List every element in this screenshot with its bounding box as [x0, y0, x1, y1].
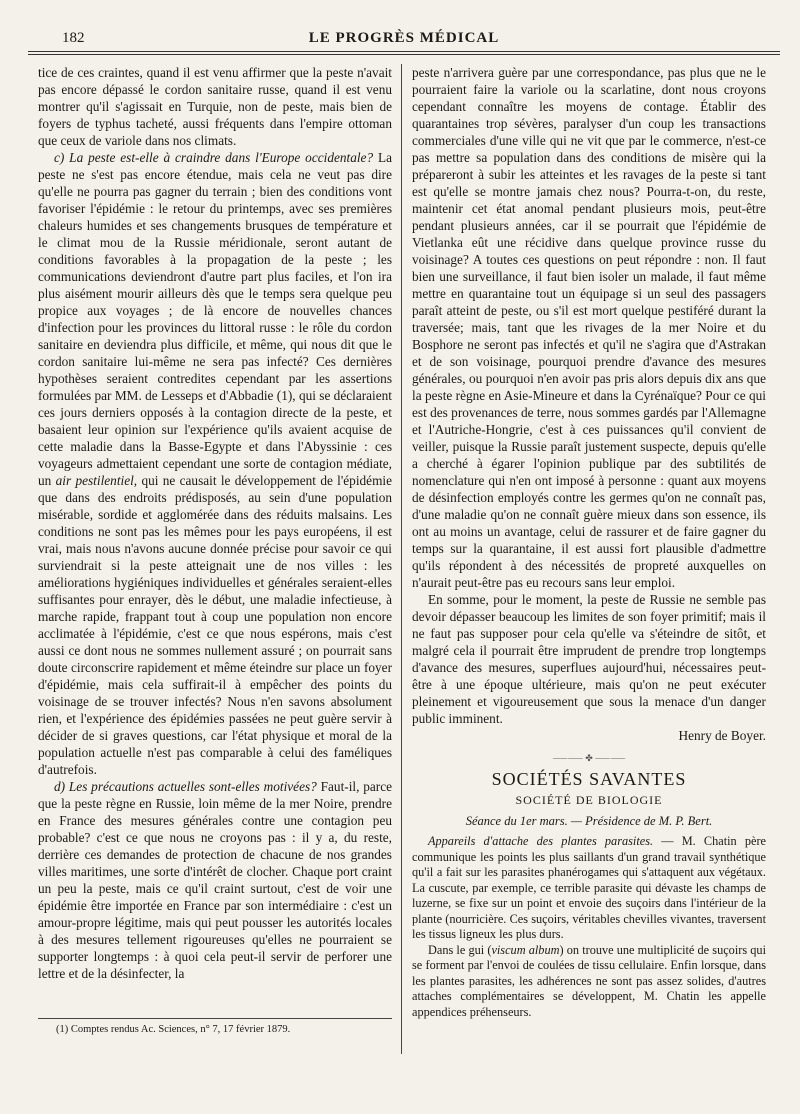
page-number: 182: [62, 30, 85, 46]
paragraph: [38, 149, 392, 778]
footnote-rule: [38, 1018, 392, 1019]
paragraph-text: qui ne causait le développement de l'épidémie que dans des endroits prédisposés, au sein d'une population misérable, sordide et agglomérée dans des réduits malsains. Les conditions ne sont pas les mêmes pour les pays européens, il est vrai, mais nous n'avons aucune donnée précise pour savoir ce qui surviendrait si la peste atteignait une de nos villes : les améliorations hygiéniques individuelles et générales seraient-elles suffisantes pour enrayer, dès le début, une maladie infectieuse, à marche rapide, frappant tout à coup une population non encore acclimatée à l'épidémie, c'est ce que nous espérons, mais c'est aussi ce dont nous ne sommes nullement assuré ; on pourrait sans doute circonscrire rapidement et même éteindre sur place un foyer d'épidémie, mais cela suffirait-il à empêcher des points du voisinage de se trouver infectés? Nous n'en savons absolument rien, et l'expérience des épidémies passées ne peut guère servir à décider de si graves questions, car l'état physique et moral de la population actuelle n'est pas comparable à celui des faméliques d'autrefois.: [38, 473, 393, 777]
header-rule-double: [28, 54, 780, 55]
running-title: LE PROGRÈS MÉDICAL: [308, 30, 500, 46]
italic-phrase: air pestilentiel,: [55, 473, 138, 488]
paragraph: tice de ces craintes, quand il est venu affirmer que la peste n'avait pas encore dépassé le cordon sanitaire russe, quand il est venu montrer qu'il s'agissait en Turquie, non de peste, mais bien de foyers de typhus tacheté, aussi fréquents dans l'empire ottoman que ceux de variole dans nos climats.: [38, 65, 392, 148]
paragraph: En somme, pour le moment, la peste de Russie ne semble pas devoir dépasser beaucoup les limites de son foyer primitif; mais il ne faut pas supposer pour cela qu'elle va s'éteindre de sitôt, et malgré cela il pourrait être imprudent de prendre trop longtemps d'avance des mesures, superflues aujourd'hui, nécessaires peut-être à une époque ultérieure, mais qu'on ne peut exécuter pleinement et vigoureusement que sous la menace d'un danger public imminent.: [412, 592, 766, 726]
subsection-heading: Appareils d'attache des plantes parasites.: [428, 834, 654, 848]
author-signature: Henry de Boyer.: [678, 728, 766, 743]
session-text: Séance du 1er mars. — Présidence de M. P. Bert.: [465, 814, 713, 828]
paragraph: [38, 778, 392, 982]
paragraph-text: La peste ne s'est pas encore étendue, mais cela ne veut pas dire qu'elle ne pourra pas gagner du terrain ; bien des conditions vont favoriser l'épidémie : le retour du printemps, avec ses premières chaleurs humides et ses changements brusques de température et le climat mou de la Russie méridionale, seront autant de conditions favorables à la propagation de la peste ; les communications deviendront d'autre part plus faciles, et l'on ira plus aisément mourir ailleurs dès que le temps sera quelque peu propice aux voyages ; de là encore de nouvelles chances d'infection pour les provinces du littoral russe : le rôle du cordon sanitaire en deviendra plus difficile, et même, qui nous dit que le cordon sanitaire lui-même ne sera pas infecté? Ces dernières hypothèses seraient contredites cependant par les assertions formulées par MM. de Lesseps et d'Abbadie (1), qui se déclaraient ces jours derniers opposés à la contagion directe de la peste, et basaient leur opinion sur l'expérience qu'ils avaient acquise de cette maladie dans la Basse-Egypte et dans l'Abyssinie : ces voyageurs admettaient cependant une sorte de contagion médiate, un: [38, 150, 392, 488]
column-divider: [401, 64, 402, 1054]
ornamental-rule: ⸺⸺ ✤ ⸺⸺: [552, 753, 626, 763]
italic-phrase: viscum album: [491, 942, 560, 957]
paragraph: peste n'arrivera guère par une correspondance, pas plus que ne le pourraient faire la variole ou la scarlatine, dont nous croyons cependant connaître les moyens de contage. Établir des quarantaines trop sévères, paralyser d'un coup les transactions commerciales d'une ville qui ne vit que par le commerce, n'est-ce pas mettre sa population dans des conditions de misère qui la prépareront à subir les atteintes et les ravages de la peste si tant est qu'elle se montre jamais chez nous? Pourra-t-on, du reste, maintenir cet état anomal pendant plusieurs mois, peut-être pendant plusieurs années, car il se pourrait que l'épidémie de Vietlanka eût une récidive dans quelque province russe du voisinage? A toutes ces questions on peut répondre : non. Il faut bien une surveillance, il faut bien isoler un malade, il faut même mettre en quarantaine tout un équipage si un seul des passagers paraît atteint de peste, ou s'il est mort quelque pestiféré durant la traversée; mais, tant que les rivages de la mer Noire et du Bosphore ne seront pas infectés et qu'il ne s'agira que d'Astrakan et de son voisinage, pourquoi prendre d'avance des mesures générales, ou pourquoi n'en avoir pas pris alors depuis dix ans que la peste règne en Asie-Mineure et dans la Cyrénaïque? Pour ce qui est des provenances de terre, nous sommes gardés par l'Allemagne et l'Autriche-Hongrie, c'est à ces puissances qu'il convient de veiller, puisque la Russie paraît justement suspecte, depuis qu'elle a cherché à égarer l'opinion publique par des subtilités de nomenclature qui n'en ont imposé à personne : quant aux moyens de désinfection employés contre les germes qu'on ne connaît pas, d'une maladie qu'on ne connaît guère mieux dans son essence, ils ont au moins un avantage, celui de rassurer et de faire gagner du temps sur la quarantaine, il est aussi fort plausible d'admettre qu'ils répondent à des nécessités de propreté auxquelles on n'aurait peut-être pas eu recours sans leur emploi.: [412, 65, 766, 590]
footnote: (1) Comptes rendus Ac. Sciences, n° 7, 17 février 1879.: [56, 1024, 291, 1035]
right-column: [412, 64, 766, 1020]
section-title: SOCIÉTÉS SAVANTES: [491, 769, 687, 789]
signature-line: [412, 727, 766, 744]
paragraph-text: ) on trouve une multiplicité de suçoirs qui se forment par l'envoi de coulées de tissu cellulaire. Enfin lorsque, dans les plantes parasites, les adhérences ne sont pas assez solides, d'autres attaches complémentaires se développent, M. Chatin les appelle appendices préhenseurs.: [412, 942, 766, 1019]
section-heading-d: d) Les précautions actuelles sont-elles motivées?: [54, 779, 317, 794]
section-heading-c: c) La peste est-elle à craindre dans l'Europe occidentale?: [54, 150, 374, 165]
page-header: [28, 26, 780, 48]
left-column: [38, 64, 392, 982]
paragraph-text: Faut-il, parce que la peste règne en Russie, loin même de la mer Noire, prendre en France des mesures générales contre une contagion peu probable? c'est ce que nous ne croyons pas : il y a, du reste, derrière ces demandes de protection de chacune de nos grandes villes maritimes, une sorte d'intérêt de clocher. Chaque port craint un peu la peste, mais ce qu'il craint surtout, c'est de voir une épidémie être importée en France par son intermédiaire : c'est un amour-propre légitime, mais qui peut pousser les autorités locales à des mesures tellement rigoureuses qu'elles ne pourraient se supporter longtemps : à quoi cela peut-il servir de perforer une lettre et de la désinfecter, la: [38, 779, 393, 981]
header-rule: [28, 51, 780, 52]
paragraph-text: Dans le gui (: [428, 942, 492, 957]
society-name: SOCIÉTÉ DE BIOLOGIE: [515, 793, 663, 807]
session-line: [412, 813, 766, 830]
paragraph-text: — M. Chatin père communique les points les plus saillants d'un grand travail synthétique qu'il a fait sur les parasites phanérogames qui s'attaquent aux végétaux. La cuscute, par exemple, ce terrible parasite qui dévaste les champs de luzerne, se fixe sur un point et envoie des suçoirs dans l'intérieur de la plante (nourricière. Ces suçoirs, véritables chevilles vivantes, traversent les tissus ligneux les plus durs.: [412, 834, 766, 941]
paragraph: [412, 834, 766, 943]
paragraph: [412, 943, 766, 1021]
